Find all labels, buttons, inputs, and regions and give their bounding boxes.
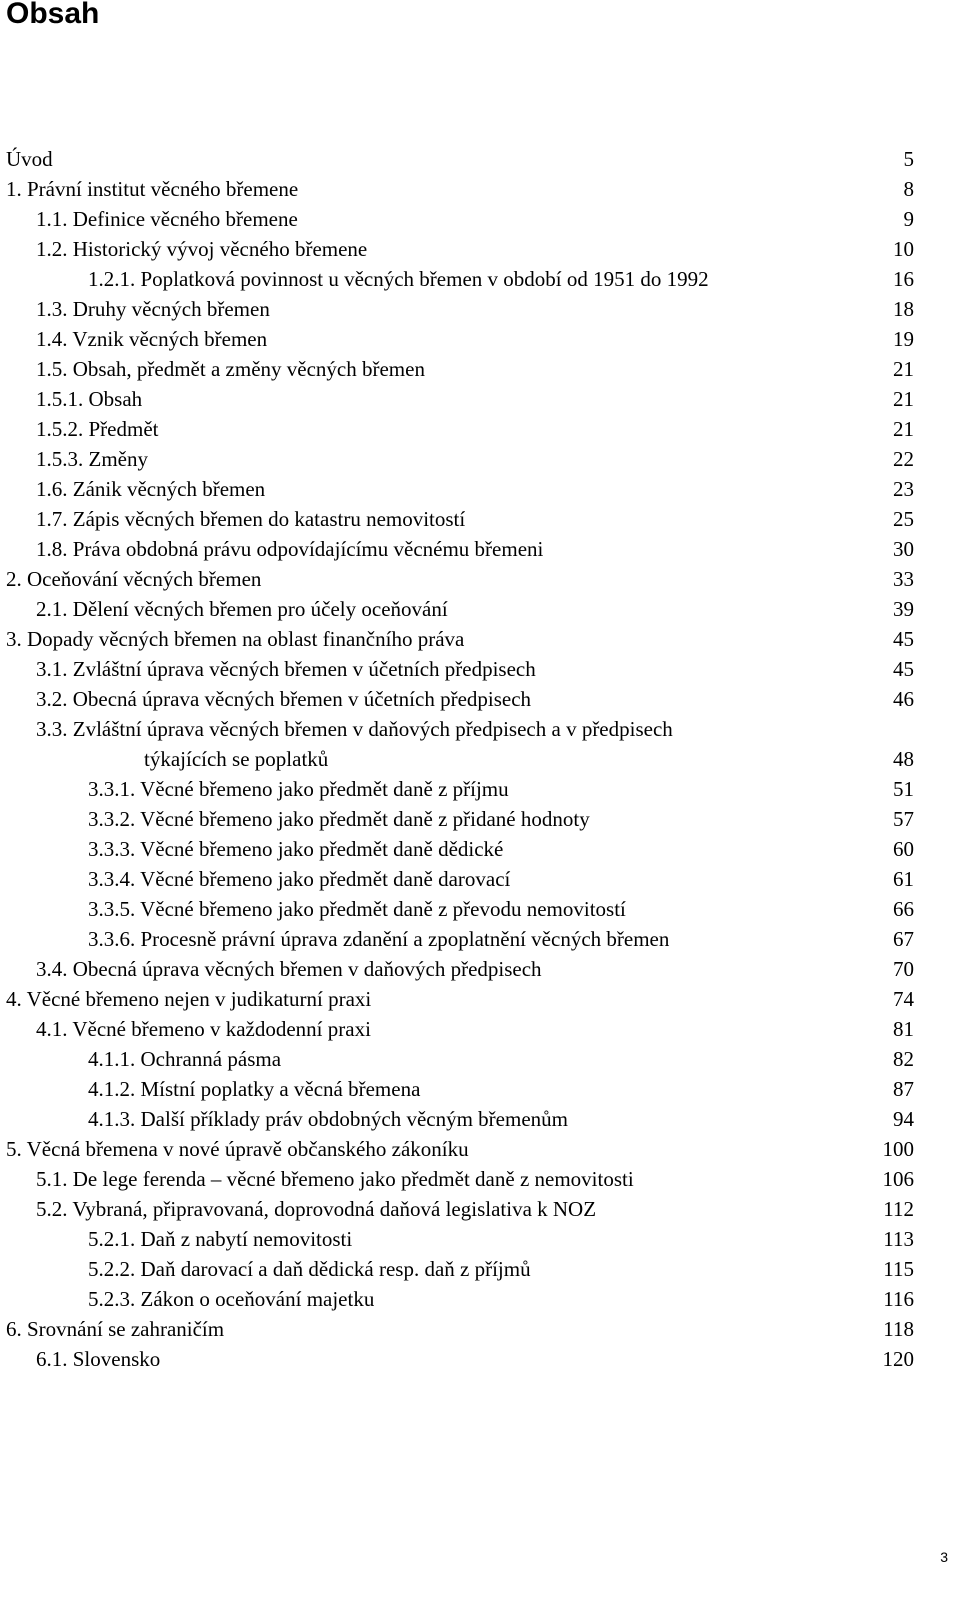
toc-entry-label: [88, 1104, 568, 1134]
toc-entry-title: 1.2. Historický vývoj věcného břemene: [36, 237, 368, 261]
toc-entry-label: [36, 714, 836, 774]
toc-entry-page: 87: [893, 1077, 914, 1101]
toc-entry-title: 1.5.1. Obsah: [36, 387, 143, 411]
toc-entry-title: 4.1.2. Místní poplatky a věcná břemena: [88, 1077, 421, 1101]
toc-entry-label: [88, 264, 709, 294]
toc-entry-label: [36, 954, 542, 984]
toc-entry-label: [36, 324, 267, 354]
toc-entry-page: 120: [882, 1347, 914, 1371]
toc-entry[interactable]: [0, 1164, 960, 1194]
toc-entry-title: 1.2.1. Poplatková povinnost u věcných břemen v období od 1951 do 1992: [88, 267, 709, 291]
toc-entry-title: 3.1. Zvláštní úprava věcných břemen v účetních předpisech: [36, 657, 536, 681]
toc-entry-page: 115: [883, 1257, 914, 1281]
toc-entry-page: 30: [893, 537, 914, 561]
toc-entry-page: 118: [883, 1317, 914, 1341]
toc-entry-label: [36, 474, 265, 504]
toc-entry[interactable]: [0, 294, 960, 324]
toc-entry-title: 1.3. Druhy věcných břemen: [36, 297, 270, 321]
toc-entry-title: 5.2.2. Daň darovací a daň dědická resp. daň z příjmů: [88, 1257, 531, 1281]
toc-entry-label: [36, 504, 465, 534]
toc-entry-label: [36, 1014, 371, 1044]
toc-entry[interactable]: [0, 204, 960, 234]
toc-entry-label: [88, 804, 590, 834]
toc-entry[interactable]: [0, 894, 960, 924]
toc-entry[interactable]: [0, 384, 960, 414]
toc-entry-page: 57: [893, 807, 914, 831]
toc-entry-label: [6, 1314, 224, 1344]
toc-entry[interactable]: [0, 174, 960, 204]
toc-entry-label: [88, 1254, 531, 1284]
toc-entry[interactable]: [0, 1014, 960, 1044]
toc-entry[interactable]: [0, 954, 960, 984]
toc-entry[interactable]: [0, 654, 960, 684]
toc-entry[interactable]: [0, 354, 960, 384]
toc-entry-label: [36, 1194, 596, 1224]
toc-entry[interactable]: [0, 1194, 960, 1224]
toc-entry[interactable]: [0, 1344, 960, 1374]
toc-entry[interactable]: [0, 714, 960, 774]
toc-entry-page: 82: [893, 1047, 914, 1071]
toc-entry-title: 1.5.3. Změny: [36, 447, 148, 471]
toc-entry-page: 116: [883, 1287, 914, 1311]
toc-entry-label: [36, 384, 142, 414]
toc-entry[interactable]: [0, 984, 960, 1014]
toc-entry-label: [36, 444, 148, 474]
toc-entry-label: [88, 774, 509, 804]
toc-entry-title: 3.3.4. Věcné břemeno jako předmět daně darovací: [88, 867, 511, 891]
toc-entry-title: 3.4. Obecná úprava věcných břemen v daňových předpisech: [36, 957, 542, 981]
toc-entry-label: [6, 1134, 469, 1164]
toc-entry-title: 3.3.1. Věcné břemeno jako předmět daně z příjmu: [88, 777, 509, 801]
toc-entry[interactable]: [0, 684, 960, 714]
toc-entry-label: [36, 414, 158, 444]
toc-entry-title: 4.1.3. Další příklady práv obdobných věcným břemenům: [88, 1107, 568, 1131]
toc-entry-page: 21: [893, 387, 914, 411]
toc-entry-title: Úvod: [6, 147, 53, 171]
toc-entry-title: 5.2.1. Daň z nabytí nemovitosti: [88, 1227, 353, 1251]
toc-entry-label: [6, 984, 371, 1014]
toc-entry-label: [6, 624, 464, 654]
toc-entry[interactable]: [0, 1104, 960, 1134]
toc-entry[interactable]: [0, 834, 960, 864]
toc-entry-title-continued: týkajících se poplatků: [144, 747, 329, 771]
toc-entry[interactable]: [0, 1074, 960, 1104]
toc-entry-page: 18: [893, 297, 914, 321]
toc-entry-title: 1.5. Obsah, předmět a změny věcných břemen: [36, 357, 425, 381]
toc-entry-page: 5: [903, 147, 914, 171]
toc-entry-page: 74: [893, 987, 914, 1011]
toc-entry-label: [36, 684, 531, 714]
page-number: 3: [940, 1549, 948, 1565]
toc-entry-label: [6, 144, 53, 174]
toc-entry-title: 4.1. Věcné břemeno v každodenní praxi: [36, 1017, 371, 1041]
toc-entry-label: [88, 1284, 374, 1314]
toc-entry-title: 3.2. Obecná úprava věcných břemen v účetních předpisech: [36, 687, 532, 711]
toc-entry-page: 9: [903, 207, 914, 231]
toc-entry-page: 16: [893, 267, 914, 291]
toc-entry-page: 21: [893, 417, 914, 441]
toc-entry-label: [36, 234, 367, 264]
toc-entry[interactable]: [0, 504, 960, 534]
toc-entry-page: 67: [893, 927, 914, 951]
toc-entry-page: 25: [893, 507, 914, 531]
toc-entry[interactable]: [0, 534, 960, 564]
toc-entry-title: 6.1. Slovensko: [36, 1347, 161, 1371]
table-of-contents: [0, 144, 960, 1374]
toc-entry-page: 66: [893, 897, 914, 921]
toc-entry-page: 81: [893, 1017, 914, 1041]
toc-entry[interactable]: [0, 774, 960, 804]
toc-entry-title: 1.4. Vznik věcných břemen: [36, 327, 268, 351]
toc-entry[interactable]: [0, 804, 960, 834]
toc-entry-label: [36, 354, 425, 384]
toc-entry-page: 39: [893, 597, 914, 621]
toc-entry-label: [36, 534, 543, 564]
toc-entry[interactable]: [0, 924, 960, 954]
toc-entry[interactable]: [0, 234, 960, 264]
toc-entry-page: 33: [893, 567, 914, 591]
toc-entry-page: 45: [893, 627, 914, 651]
toc-entry-title: 1. Právní institut věcného břemene: [6, 177, 299, 201]
toc-entry-label: [6, 564, 261, 594]
toc-entry-label: [36, 294, 270, 324]
toc-entry-label: [88, 864, 510, 894]
toc-entry-title: 5.2. Vybraná, připravovaná, doprovodná daňová legislativa k NOZ: [36, 1197, 597, 1221]
toc-entry-title: 3.3.3. Věcné břemeno jako předmět daně dědické: [88, 837, 504, 861]
toc-entry-title: 3.3. Zvláštní úprava věcných břemen v daňových předpisech a v předpisech: [36, 717, 673, 741]
toc-entry-page: 48: [893, 747, 914, 771]
toc-entry-label: [36, 654, 536, 684]
toc-entry-page: 112: [883, 1197, 914, 1221]
toc-entry-title: 4.1.1. Ochranná pásma: [88, 1047, 282, 1071]
toc-entry[interactable]: [0, 564, 960, 594]
toc-entry-title: 2.1. Dělení věcných břemen pro účely oceňování: [36, 597, 448, 621]
toc-entry-title: 5.1. De lege ferenda – věcné břemeno jako předmět daně z nemovitosti: [36, 1167, 634, 1191]
toc-entry[interactable]: [0, 444, 960, 474]
toc-entry[interactable]: [0, 1314, 960, 1344]
toc-entry[interactable]: [0, 1224, 960, 1254]
toc-entry-title: 1.1. Definice věcného břemene: [36, 207, 298, 231]
toc-entry-title: 5.2.3. Zákon o oceňování majetku: [88, 1287, 375, 1311]
toc-entry-page: 46: [893, 687, 914, 711]
toc-entry-label: [36, 1344, 160, 1374]
toc-entry-title: 6. Srovnání se zahraničím: [6, 1317, 225, 1341]
toc-entry[interactable]: [0, 474, 960, 504]
toc-entry[interactable]: [0, 324, 960, 354]
toc-entry-page: 113: [883, 1227, 914, 1251]
toc-entry-title: 2. Oceňování věcných břemen: [6, 567, 262, 591]
toc-entry-page: 70: [893, 957, 914, 981]
toc-entry-title: 3.3.2. Věcné břemeno jako předmět daně z přidané hodnoty: [88, 807, 590, 831]
toc-entry-page: 100: [882, 1137, 914, 1161]
toc-entry-page: 94: [893, 1107, 914, 1131]
toc-entry[interactable]: [0, 1254, 960, 1284]
toc-entry-label: [88, 834, 503, 864]
toc-entry-label: [6, 174, 298, 204]
toc-entry-label: [88, 1224, 352, 1254]
toc-entry-page: 10: [893, 237, 914, 261]
toc-entry-label: [36, 594, 448, 624]
toc-entry-label: [88, 1044, 281, 1074]
toc-entry-page: 106: [882, 1167, 914, 1191]
toc-entry-title: 3.3.5. Věcné břemeno jako předmět daně z převodu nemovitostí: [88, 897, 626, 921]
page-title: Obsah: [6, 0, 100, 30]
toc-entry[interactable]: [0, 624, 960, 654]
toc-entry-page: 8: [903, 177, 914, 201]
toc-entry-page: 21: [893, 357, 914, 381]
toc-entry-title: 1.6. Zánik věcných břemen: [36, 477, 266, 501]
toc-entry[interactable]: [0, 1284, 960, 1314]
toc-entry-label: [88, 924, 669, 954]
toc-entry[interactable]: [0, 144, 960, 174]
toc-entry-page: 45: [893, 657, 914, 681]
toc-entry-page: 22: [893, 447, 914, 471]
toc-entry-page: 19: [893, 327, 914, 351]
toc-entry[interactable]: [0, 1134, 960, 1164]
toc-entry-page: 61: [893, 867, 914, 891]
toc-entry[interactable]: [0, 264, 960, 294]
toc-entry[interactable]: [0, 864, 960, 894]
toc-entry-title: 3. Dopady věcných břemen na oblast finančního práva: [6, 627, 465, 651]
toc-entry-title: 1.5.2. Předmět: [36, 417, 159, 441]
toc-entry-title: 4. Věcné břemeno nejen v judikaturní praxi: [6, 987, 372, 1011]
toc-entry[interactable]: [0, 414, 960, 444]
toc-entry[interactable]: [0, 1044, 960, 1074]
toc-entry-title: 1.8. Práva obdobná právu odpovídajícímu věcnému břemeni: [36, 537, 544, 561]
toc-entry-label: [88, 894, 626, 924]
toc-entry-title: 5. Věcná břemena v nové úpravě občanského zákoníku: [6, 1137, 469, 1161]
toc-entry-page: 51: [893, 777, 914, 801]
toc-entry-label: [36, 1164, 634, 1194]
toc-entry-page: 60: [893, 837, 914, 861]
toc-entry-label: [36, 204, 298, 234]
toc-entry[interactable]: [0, 594, 960, 624]
toc-entry-title: 3.3.6. Procesně právní úprava zdanění a zpoplatnění věcných břemen: [88, 927, 670, 951]
toc-entry-title: 1.7. Zápis věcných břemen do katastru nemovitostí: [36, 507, 466, 531]
toc-entry-label: [88, 1074, 420, 1104]
toc-entry-page: 23: [893, 477, 914, 501]
